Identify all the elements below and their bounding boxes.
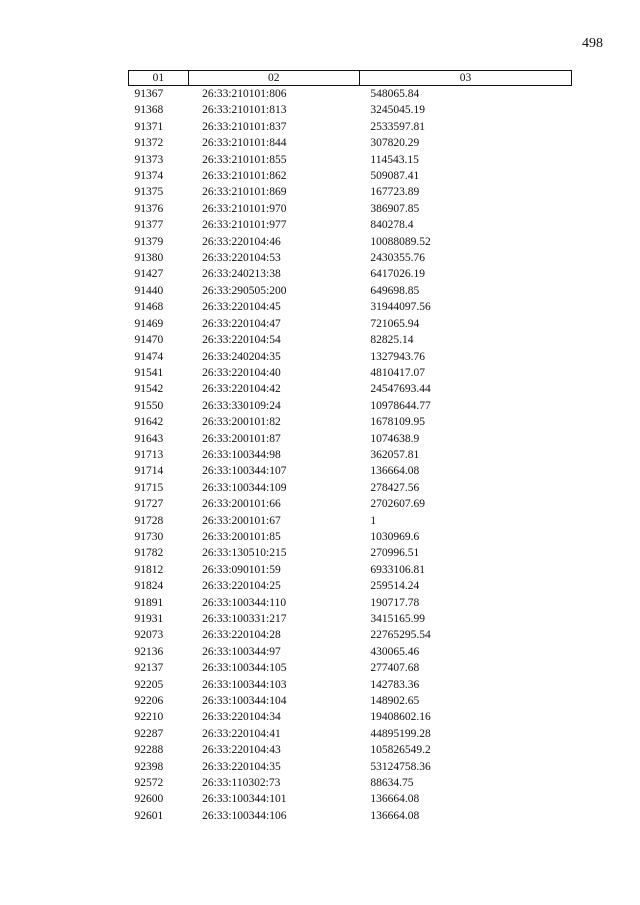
- table-row: [129, 119, 572, 135]
- table-cell-3: 1030969.6: [370, 530, 420, 543]
- table-cell-2: 26:33:220104:40: [202, 366, 281, 379]
- table-cell-2: 26:33:200101:87: [202, 432, 281, 445]
- table-row: [129, 283, 572, 299]
- table-cell-1: 91469: [134, 317, 164, 330]
- table-cell-1: 91730: [134, 530, 164, 543]
- table-cell-1: 91824: [134, 580, 164, 593]
- table-cell-2: 26:33:220104:25: [202, 580, 281, 593]
- table-row: [129, 578, 572, 594]
- table-cell-1: 91931: [134, 613, 164, 625]
- table-cell-1: 91470: [134, 334, 164, 347]
- table-row: [129, 644, 572, 660]
- table-cell-2: 26:33:200101:85: [202, 530, 281, 543]
- table-cell-1: 91891: [134, 596, 164, 609]
- table-cell-3: 19408602.16: [370, 711, 431, 724]
- table-cell-1: 91377: [134, 219, 164, 232]
- table-cell-3: 548065.84: [370, 88, 420, 100]
- table-row: [129, 398, 572, 414]
- table-row: [129, 693, 572, 709]
- table-cell-2: 26:33:220104:47: [202, 317, 281, 330]
- table-cell-1: 91541: [134, 366, 164, 379]
- table-cell-3: 1: [370, 514, 377, 527]
- table-cell-3: 53124758.36: [370, 760, 431, 773]
- table-cell-3: 430065.46: [370, 645, 420, 658]
- table-cell-3: 10088089.52: [370, 235, 431, 248]
- table-cell-2: 26:33:240213:38: [202, 268, 281, 281]
- table-cell-3: 259514.24: [370, 580, 420, 593]
- table-cell-3: 136664.08: [370, 465, 420, 478]
- table-row: [129, 381, 572, 397]
- table-cell-2: 26:33:210101:855: [202, 153, 287, 166]
- table-cell-2: 26:33:220104:54: [202, 334, 281, 347]
- table-cell-2: 26:33:200101:67: [202, 514, 281, 527]
- table-cell-3: 4810417.07: [370, 366, 425, 379]
- table-cell-2: 26:33:290505:200: [202, 284, 287, 297]
- table-cell-2: 26:33:100344:107: [202, 465, 287, 478]
- table-cell-1: 92288: [134, 744, 164, 757]
- table-cell-2: 26:33:130510:215: [202, 547, 287, 560]
- table-cell-1: 92600: [134, 793, 164, 806]
- table-cell-3: 1074638.9: [370, 432, 420, 445]
- table-cell-1: 91542: [134, 383, 164, 396]
- table-cell-3: 840278.4: [370, 219, 414, 232]
- table-row: [129, 742, 572, 758]
- table-cell-1: 91713: [134, 448, 164, 461]
- table-cell-2: 26:33:220104:35: [202, 760, 281, 773]
- table-row: [129, 135, 572, 151]
- table-row: [129, 496, 572, 512]
- table-cell-1: 91812: [134, 563, 164, 576]
- table-cell-1: 91374: [134, 170, 164, 183]
- table-cell-3: 3415165.99: [370, 613, 425, 625]
- table-cell-2: 26:33:090101:59: [202, 563, 281, 576]
- table-cell-1: 91440: [134, 284, 164, 297]
- table-row: [129, 184, 572, 200]
- table-row: [129, 611, 572, 627]
- table-cell-1: 91714: [134, 465, 164, 478]
- table-row: [129, 726, 572, 742]
- table-cell-3: 2702607.69: [370, 498, 425, 511]
- table-cell-3: 1327943.76: [370, 350, 425, 363]
- table-row: [129, 463, 572, 479]
- table-cell-2: 26:33:210101:869: [202, 186, 287, 199]
- table-cell-2: 26:33:200101:82: [202, 416, 281, 429]
- table-cell-2: 26:33:100344:106: [202, 809, 287, 822]
- table-cell-1: 91474: [134, 350, 164, 363]
- table-cell-1: 91727: [134, 498, 164, 511]
- table-cell-3: 167723.89: [370, 186, 420, 199]
- table-header-row: [129, 71, 572, 86]
- table-body: [129, 86, 572, 825]
- table-cell-2: 26:33:240204:35: [202, 350, 281, 363]
- table-row: [129, 266, 572, 282]
- table-cell-1: 92205: [134, 678, 164, 691]
- table-row: [129, 102, 572, 118]
- table-row: [129, 545, 572, 561]
- table-row: [129, 234, 572, 250]
- table-cell-1: 91550: [134, 399, 164, 412]
- table-cell-1: 92287: [134, 727, 164, 740]
- table-cell-1: 91782: [134, 547, 164, 560]
- table-cell-2: 26:33:220104:34: [202, 711, 281, 724]
- table-row: [129, 316, 572, 332]
- table-cell-3: 278427.56: [370, 481, 420, 494]
- table-row: [129, 709, 572, 725]
- table-cell-1: 92398: [134, 760, 164, 773]
- table-cell-2: 26:33:100344:104: [202, 695, 287, 708]
- table-row: [129, 808, 572, 824]
- table-cell-2: 26:33:220104:53: [202, 252, 281, 265]
- table-row: [129, 759, 572, 775]
- table-cell-3: 142783.36: [370, 678, 420, 691]
- table-row: [129, 414, 572, 430]
- table-cell-3: 22765295.54: [370, 629, 431, 642]
- table-cell-2: 26:33:220104:41: [202, 727, 281, 740]
- table-cell-3: 386907.85: [370, 202, 420, 215]
- table-cell-2: 26:33:220104:42: [202, 383, 281, 396]
- table-cell-2: 26:33:100344:98: [202, 448, 281, 461]
- table-cell-2: 26:33:220104:46: [202, 235, 281, 248]
- table-row: [129, 791, 572, 807]
- table-cell-3: 114543.15: [370, 153, 419, 166]
- table-cell-3: 31944097.56: [370, 301, 431, 314]
- table-cell-1: 92073: [134, 629, 164, 642]
- table-cell-3: 82825.14: [370, 334, 414, 347]
- table-cell-3: 6417026.19: [370, 268, 425, 281]
- table-cell-1: 91427: [134, 268, 164, 281]
- table-cell-3: 136664.08: [370, 793, 420, 806]
- table-row: [129, 431, 572, 447]
- table-cell-3: 649698.85: [370, 284, 420, 297]
- table-cell-2: 26:33:220104:45: [202, 301, 281, 314]
- table-cell-3: 362057.81: [370, 448, 420, 461]
- table-cell-2: 26:33:330109:24: [202, 399, 281, 412]
- table-cell-2: 26:33:100344:110: [202, 596, 287, 609]
- table-cell-3: 270996.51: [370, 547, 420, 560]
- table-row: [129, 480, 572, 496]
- table-cell-1: 92601: [134, 809, 164, 822]
- table-cell-3: 136664.08: [370, 809, 420, 822]
- table-cell-3: 24547693.44: [370, 383, 431, 396]
- table-cell-3: 105826549.2: [370, 744, 431, 757]
- table-cell-2: 26:33:210101:844: [202, 137, 287, 150]
- table-cell-2: 26:33:200101:66: [202, 498, 281, 511]
- table-row: [129, 677, 572, 693]
- table-cell-1: 92572: [134, 777, 164, 790]
- table-cell-3: 190717.78: [370, 596, 420, 609]
- table-cell-3: 3245045.19: [370, 104, 425, 117]
- table-cell-1: 91376: [134, 202, 164, 215]
- table-row: [129, 595, 572, 611]
- table-row: [129, 513, 572, 529]
- table-cell-1: 91373: [134, 153, 164, 166]
- table-cell-1: 91372: [134, 137, 164, 150]
- table-cell-1: 92206: [134, 695, 164, 708]
- table-cell-3: 2533597.81: [370, 120, 425, 133]
- table-cell-1: 91715: [134, 481, 164, 494]
- table-cell-3: 44895199.28: [370, 727, 431, 740]
- table-cell-1: 92137: [134, 662, 164, 675]
- table-row: [129, 299, 572, 315]
- table-cell-2: 26:33:210101:862: [202, 170, 287, 183]
- table-cell-3: 509087.41: [370, 170, 420, 183]
- table-cell-2: 26:33:210101:806: [202, 88, 287, 100]
- table-row: [129, 332, 572, 348]
- table-cell-3: 1678109.95: [370, 416, 425, 429]
- table-cell-2: 26:33:100344:109: [202, 481, 287, 494]
- table-cell-1: 91379: [134, 235, 164, 248]
- table-cell-1: 91380: [134, 252, 164, 265]
- table-row: [129, 627, 572, 643]
- table-cell-1: 92210: [134, 711, 164, 724]
- table-cell-2: 26:33:210101:813: [202, 104, 287, 117]
- table-row: [129, 529, 572, 545]
- table-cell-3: 6933106.81: [370, 563, 425, 576]
- table-cell-2: 26:33:210101:837: [202, 120, 287, 133]
- table-cell-2: 26:33:100344:97: [202, 645, 281, 658]
- table-row: [129, 365, 572, 381]
- table-cell-1: 91642: [134, 416, 164, 429]
- column-header-01: 01: [129, 71, 189, 86]
- table-cell-1: 91371: [134, 120, 164, 133]
- table-row: [129, 168, 572, 184]
- table-cell-2: 26:33:110302:73: [202, 777, 281, 790]
- table-row: [129, 349, 572, 365]
- table-cell-1: 92136: [134, 645, 164, 658]
- table-cell-2: 26:33:100331:217: [202, 613, 287, 625]
- table-cell-3: 88634.75: [370, 777, 414, 790]
- table-cell-1: 91643: [134, 432, 164, 445]
- table-row: [129, 562, 572, 578]
- table-row: [129, 660, 572, 676]
- table-row: [129, 201, 572, 217]
- table-cell-1: 91468: [134, 301, 164, 314]
- table-cell-2: 26:33:210101:977: [202, 219, 287, 232]
- data-table: [128, 70, 572, 824]
- table-cell-2: 26:33:220104:43: [202, 744, 281, 757]
- table-cell-3: 148902.65: [370, 695, 420, 708]
- table-cell-3: 10978644.77: [370, 399, 431, 412]
- table-row: [129, 775, 572, 791]
- table-row: [129, 447, 572, 463]
- table-cell-1: 91367: [134, 88, 164, 100]
- table-row: [129, 152, 572, 168]
- column-header-03: 03: [359, 71, 571, 86]
- table-cell-1: 91375: [134, 186, 164, 199]
- table-cell-2: 26:33:100344:105: [202, 662, 287, 675]
- table-cell-2: 26:33:100344:103: [202, 678, 287, 691]
- table-cell-3: 307820.29: [370, 137, 420, 150]
- table-cell-3: 277407.68: [370, 662, 420, 675]
- table-cell-2: 26:33:100344:101: [202, 793, 287, 806]
- table-cell-3: 2430355.76: [370, 252, 425, 265]
- table-row: [129, 217, 572, 233]
- table-cell-2: 26:33:220104:28: [202, 629, 281, 642]
- column-header-02: 02: [188, 71, 359, 86]
- table-row: [129, 86, 572, 103]
- page-number: 498: [582, 36, 603, 51]
- table-cell-1: 91728: [134, 514, 164, 527]
- table-row: [129, 250, 572, 266]
- table-cell-1: 91368: [134, 104, 164, 117]
- table-cell-2: 26:33:210101:970: [202, 202, 287, 215]
- table-cell-3: 721065.94: [370, 317, 420, 330]
